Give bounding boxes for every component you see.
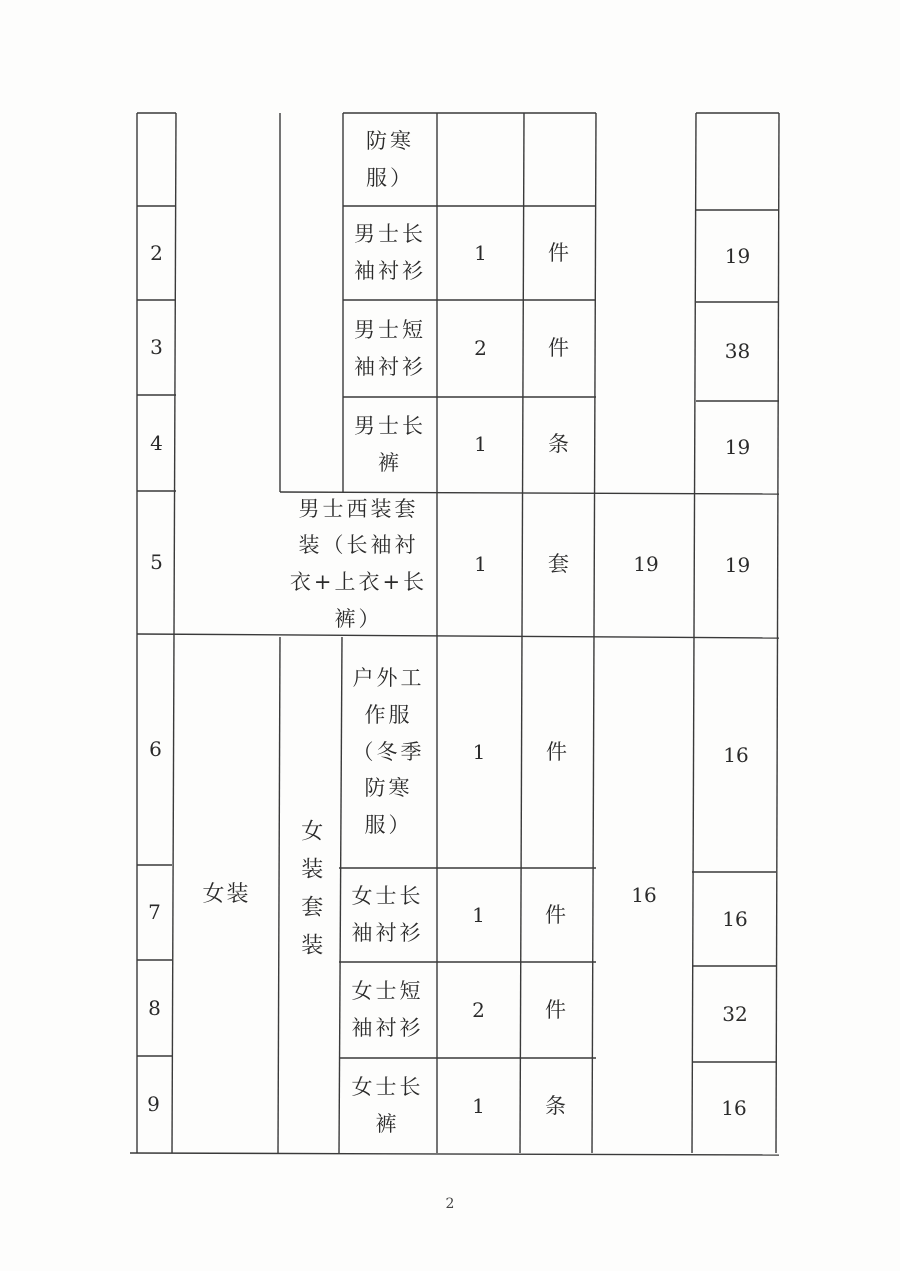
item-qty: 2 — [472, 997, 485, 1022]
row-number: 5 — [150, 550, 163, 574]
item-name: 男士短袖衬衫 — [354, 317, 426, 379]
item-total: 16 — [721, 1095, 747, 1120]
item-unit: 件 — [548, 336, 572, 361]
item-unit: 件 — [545, 997, 569, 1022]
item-name: 防寒服） — [366, 128, 414, 190]
row-number: 3 — [150, 335, 163, 359]
item-qty: 1 — [474, 432, 487, 456]
item-total: 19 — [724, 552, 751, 577]
item-unit: 件 — [548, 240, 572, 265]
item-unit: 件 — [545, 902, 569, 927]
category-cell: 女装 — [202, 881, 251, 907]
item-qty: 1 — [474, 551, 487, 576]
set-name-cell: 女装套装 — [297, 819, 323, 971]
row-number: 4 — [150, 430, 163, 455]
item-name: 女士短袖衬衫 — [351, 979, 424, 1040]
table-row — [343, 113, 437, 206]
item-total: 16 — [723, 742, 749, 767]
row-number: 2 — [150, 240, 163, 265]
item-name: 户外工作服（冬季防寒服） — [352, 666, 425, 838]
item-unit: 条 — [548, 432, 572, 457]
row-number: 7 — [148, 900, 161, 924]
item-name: 女士长裤 — [351, 1075, 424, 1136]
item-total: 16 — [722, 906, 748, 931]
item-qty: 2 — [474, 336, 487, 360]
item-name: 男士长袖衬衫 — [354, 222, 426, 283]
item-total: 38 — [724, 339, 751, 363]
page-number: 2 — [445, 1196, 455, 1212]
persons-count: 19 — [633, 551, 659, 576]
item-qty: 1 — [472, 739, 486, 764]
row-number: 6 — [149, 737, 162, 761]
item-total: 19 — [724, 243, 751, 268]
row-number: 8 — [148, 995, 161, 1020]
item-qty: 1 — [472, 1093, 485, 1118]
persons-count: 16 — [631, 882, 657, 907]
item-unit: 条 — [545, 1093, 569, 1118]
item-total: 32 — [722, 1001, 748, 1026]
item-name: 男士长裤 — [354, 413, 426, 475]
item-name: 男士西装套装（长袖衬衣+上衣+长裤） — [289, 496, 428, 631]
item-qty: 1 — [474, 240, 487, 265]
item-unit: 套 — [548, 551, 572, 576]
item-name: 女士长袖衬衫 — [351, 884, 424, 945]
row-number: 9 — [147, 1092, 160, 1116]
item-total: 19 — [724, 434, 751, 459]
item-unit: 件 — [546, 739, 570, 764]
item-qty: 1 — [472, 902, 485, 927]
